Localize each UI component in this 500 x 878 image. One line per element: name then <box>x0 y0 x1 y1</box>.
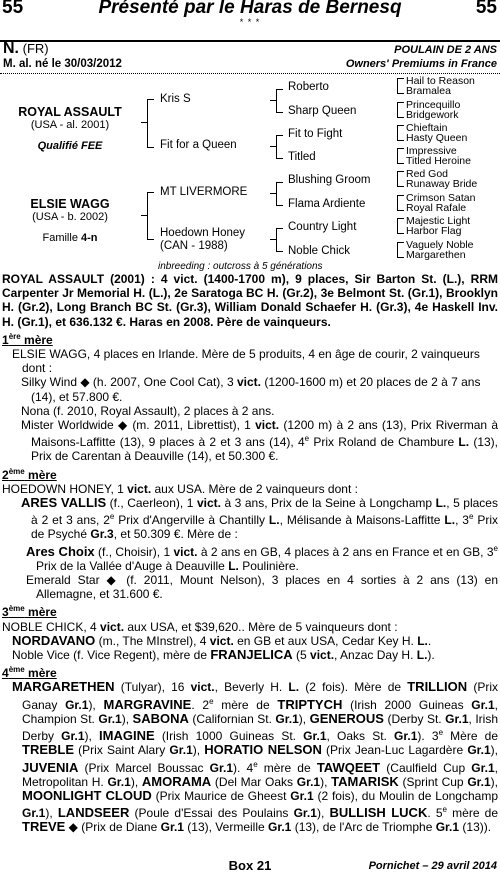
g4-princequillo: Princequillo <box>406 99 461 111</box>
g4-pair-4 <box>406 146 471 166</box>
dam-family-label: Famille <box>42 232 81 244</box>
g2-mt-livermore: MT LIVERMORE <box>160 186 248 198</box>
inbreeding-note: inbreeding : outcross à 5 générations <box>158 261 323 272</box>
sire-info: (USA - al. 2001) <box>30 119 110 131</box>
sire-name: ROYAL ASSAULT <box>18 105 122 119</box>
g4-runaway-bride: Runaway Bride <box>406 178 478 190</box>
sire-record: ROYAL ASSAULT (2001) : 4 vict. (1400-1700 m), 9 places, Sir Barton St. (L.), RRM Carpenter Jr Memorial H. (L.), 2e Saratoga BC H. (Gr.2), 3e Belmont St. (Gr.1), Brooklyn H. (Gr.2), Long Branch BC St. (Gr.3), William Donald Schaefer H. (Gr.3), 4e Haskell Inv. H. (Gr.1), et 636.132 €. Haras en 2008. Père de vainqueurs. <box>2 272 498 329</box>
g4-pair-7 <box>406 216 470 236</box>
bracket-g3-1 <box>397 78 404 94</box>
bracket-dam-stem <box>141 215 147 216</box>
bracket-sire-stem <box>141 122 147 123</box>
produce-noble-vice: Noble Vice (f. Vice Regent), mère de FRANJELICA (5 vict., Anzac Day H. L.). <box>12 647 435 663</box>
section-4eme-mere: 4ème mère <box>2 665 57 681</box>
bracket-g3-3 <box>397 125 404 141</box>
g4-pair-6 <box>406 193 475 213</box>
dam-name: ELSIE WAGG <box>30 197 110 211</box>
lot-sex-age: POULAIN DE 2 ANS <box>394 44 497 56</box>
produce-emerald-star: Emerald Star ◆ (f. 2011, Mount Nelson), 3 places en 4 sorties à 2 ans (13) en Allemagne, et 31.600 €. <box>26 573 498 602</box>
lot-separator <box>0 73 500 74</box>
header-rule <box>0 40 500 42</box>
produce-mister-worldwide: Mister Worldwide ◆ (m. 2011, Librettist), 1 vict. (1200 m) à 2 ans (13), Prix Riverman à Maisons-Laffitte (13), 9 places à 2 et 3 ans (14), 4e Prix Roland de Chambure L. (13), Prix de Carentan à Deauville (14), et 50.300 €. <box>21 418 498 464</box>
g4-impressive: Impressive <box>406 145 457 157</box>
stem-g2-3 <box>270 193 276 194</box>
header-stars: * * * <box>239 17 261 27</box>
g4-pair-5 <box>406 169 477 189</box>
lot-name-line <box>3 40 49 58</box>
g4-bramalea: Bramalea <box>406 85 451 97</box>
produce-ares-choix: Ares Choix (f., Choisir), 1 vict. à 2 ans en GB, 4 places à 2 ans en France et en GB, 3e Prix de la Vallée d'Auge à Deauville L. Poulinière. <box>26 543 498 573</box>
dam-family <box>0 232 140 244</box>
g3-roberto: Roberto <box>288 81 329 93</box>
g3-titled: Titled <box>288 151 316 163</box>
dam-2-text: HOEDOWN HONEY, 1 vict. aux USA. Mère de 2 vainqueurs dont : <box>2 481 358 496</box>
bracket-g3-5 <box>397 171 404 187</box>
g4-vaguely-noble: Vaguely Noble <box>406 239 474 251</box>
g4-crimson-satan: Crimson Satan <box>406 192 476 204</box>
lot-country: (FR) <box>22 41 49 56</box>
footer-box: Box 21 <box>228 858 272 873</box>
produce-silky-wind: Silky Wind ◆ (h. 2007, One Cool Cat), 3 vict. (1200-1600 m) et 20 places de 2 à 7 ans (14), et 57.800 €. <box>21 375 481 404</box>
g4-bridgework: Bridgework <box>406 109 459 121</box>
dam-1-text: ELSIE WAGG, 4 places en Irlande. Mère de 5 produits, 4 en âge de courir, 2 vainqueurs dont : <box>12 347 480 376</box>
g4-pair-1 <box>406 76 475 96</box>
body-text <box>2 272 498 835</box>
g4-pair-3 <box>406 123 467 143</box>
page-number-left: 55 <box>2 0 24 18</box>
g3-noble-chick: Noble Chick <box>288 245 350 257</box>
bracket-dam <box>147 192 154 240</box>
g4-chieftain: Chieftain <box>406 122 448 134</box>
g3-blushing-groom: Blushing Groom <box>288 174 371 186</box>
g2-hoedown-honey <box>160 227 245 253</box>
produce-nona: Nona (f. 2010, Royal Assault), 2 places à 2 ans. <box>21 403 275 418</box>
bracket-g3-8 <box>397 242 404 258</box>
section-3eme-mere: 3ème mère <box>2 604 57 620</box>
bracket-g2-4 <box>276 228 283 252</box>
produce-nordavano: NORDAVANO (m., The MInstrel), 4 vict. en GB et aux USA, Cedar Key H. L.. <box>12 632 432 648</box>
dam-family-value: 4-n <box>81 232 98 244</box>
g4-hail-to-reason: Hail to Reason <box>406 75 475 87</box>
stem-g2-2 <box>270 146 276 147</box>
bracket-g2-3 <box>276 182 283 206</box>
g2-hoedown-honey-name: Hoedown Honey <box>160 227 246 239</box>
dam-block <box>0 197 140 244</box>
lot-premiums: Owners' Premiums in France <box>345 58 497 70</box>
g3-flama-ardiente: Flama Ardiente <box>288 198 366 210</box>
g3-fit-to-fight: Fit to Fight <box>288 128 343 140</box>
g3-sharp-queen: Sharp Queen <box>288 105 357 117</box>
g4-margarethen: Margarethen <box>406 249 466 261</box>
produce-ares-vallis: ARES VALLIS (f., Caerleon), 1 vict. à 3 ans, Prix de la Seine à Longchamp L., 5 places à 2 et 3 ans, 2e Prix d'Angerville à Chantilly L., Mélisande à Maisons-Laffitte L., 3e Prix de Psyché Gr.3, et 50.309 €. Mère de : <box>21 495 499 542</box>
g3-country-light: Country Light <box>288 221 357 233</box>
stem-g2-4 <box>270 239 276 240</box>
lot-name: N. <box>3 40 19 57</box>
g4-royal-rafale: Royal Rafale <box>406 202 467 214</box>
footer-place-date: Pornichet – 29 avril 2014 <box>368 860 497 872</box>
stem-g2-1 <box>270 100 276 101</box>
section-2eme-mere: 2ème mère <box>2 466 57 482</box>
g4-hasty-queen: Hasty Queen <box>406 132 468 144</box>
bracket-g2-2 <box>276 135 283 159</box>
bracket-g3-6 <box>397 195 404 211</box>
sire-qualif: Qualifié FEE <box>37 140 103 152</box>
g4-red-god: Red God <box>406 168 449 180</box>
bracket-g3-4 <box>397 148 404 164</box>
bracket-g3-7 <box>397 218 404 234</box>
dam-info: (USA - b. 2002) <box>32 211 108 223</box>
bracket-g3-2 <box>397 102 404 118</box>
g4-titled-heroine: Titled Heroine <box>406 155 471 167</box>
bracket-g2-1 <box>276 89 283 113</box>
dam-4-text: MARGARETHEN (Tulyar), 16 vict., Beverly H. L. (2 fois). Mère de TRILLION (Prix Ganay Gr.1), MARGRAVINE. 2e mère de TRIPTYCH (Irish 2000 Guineas Gr.1, Champion St. Gr.1), SABONA (Californian St. Gr.1), GENEROUS (Derby St. Gr.1, Irish Derby Gr.1), IMAGINE (Irish 1000 Guineas St. Gr.1, Oaks St. Gr.1). 3e Mère de TREBLE (Prix Saint Alary Gr.1), HORATIO NELSON (Prix Jean-Luc Lagardère Gr.1), JUVENIA (Prix Marcel Boussac Gr.1). 4e mère de TAWQEET (Caulfield Cup Gr.1, Metropolitan H. Gr.1), AMORAMA (Del Mar Oaks Gr.1), TAMARISK (Sprint Cup Gr.1), MOONLIGHT CLOUD (Prix Maurice de Gheest Gr.1 (2 fois), du Moulin de Longchamp Gr.1), LANDSEER (Poule d'Essai des Poulains Gr.1), BULLISH LUCK. 5e mère de TREVE ◆ (Prix de Diane Gr.1 (13), Vermeille Gr.1 (13), de l'Arc de Triomphe Gr.1 (13)). <box>12 679 499 835</box>
sire-block <box>0 105 140 152</box>
g2-kris-s: Kris S <box>160 93 191 105</box>
lot-birth: M. al. né le 30/03/2012 <box>3 58 122 70</box>
g2-hoedown-honey-info: (CAN - 1988) <box>160 240 228 252</box>
page-number-right: 55 <box>475 0 497 18</box>
bracket-sire <box>147 99 154 148</box>
page-title: Présenté par le Haras de Bernesq <box>98 0 402 18</box>
section-1ere-mere: 1ère mère <box>2 331 53 347</box>
g4-harbor-flag: Harbor Flag <box>406 225 462 237</box>
g2-fit-for-a-queen: Fit for a Queen <box>160 139 237 151</box>
g4-pair-2 <box>406 100 460 120</box>
g4-majestic-light: Majestic Light <box>406 215 471 227</box>
dam-3-text: NOBLE CHICK, 4 vict. aux USA, et $39,620.. Mère de 5 vainqueurs dont : <box>2 619 398 634</box>
g4-pair-8 <box>406 240 474 260</box>
